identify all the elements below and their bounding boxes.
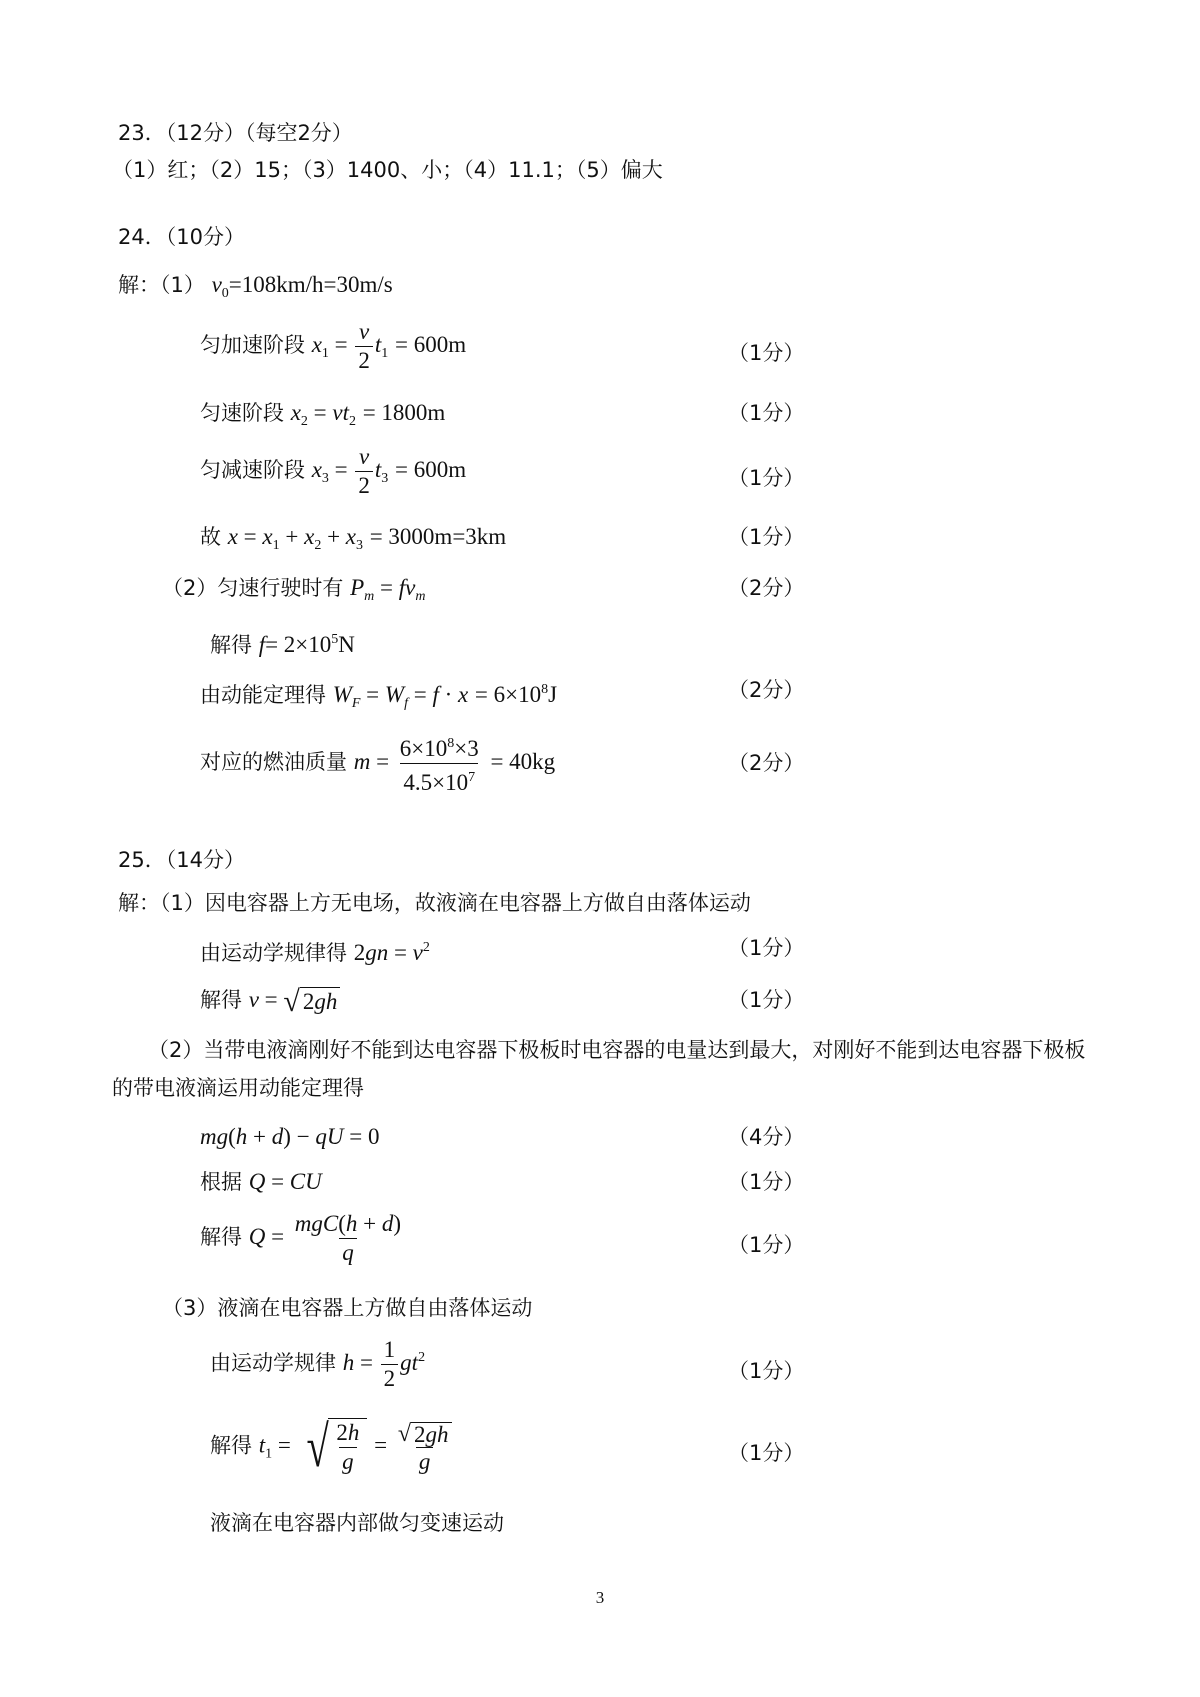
q25-part2a: （2）当带电液滴刚好不能到达电容器下极板时电容器的电量达到最大，对刚好不能到达电容器下极板	[148, 1038, 1086, 1062]
score: （1分）	[728, 525, 805, 549]
q24-line-x1: 匀加速阶段 $x_1$ = $\frac{v}{2}$ $t_1 = 600m$	[200, 319, 467, 373]
fraction: $\frac{v}{2}$	[355, 318, 373, 375]
score: （2分）	[728, 678, 805, 702]
q25-part2b: 的带电液滴运用动能定理得	[112, 1076, 364, 1100]
score: （2分）	[728, 576, 805, 600]
score: （1分）	[728, 1170, 805, 1194]
score: （1分）	[728, 1233, 805, 1257]
fraction: $\frac{1}{2}$	[381, 1336, 399, 1393]
score: （1分）	[728, 341, 805, 365]
q24-line-m: 对应的燃油质量 m = $\frac{6\times 10^8\times 3}{4.5\times 10^7}$ = 40kg	[200, 730, 555, 797]
q25-line-h: 由运动学规律 h = $\frac{1}{2}$ $gt^2$	[210, 1337, 426, 1391]
page-number: 3	[595, 1588, 605, 1607]
sqrt: √ $\frac{2h}{g}$	[297, 1418, 368, 1476]
q25-header: 25．（14分）	[118, 848, 245, 872]
q24-line-x3: 匀减速阶段 $x_3$ = $\frac{v}{2}$ $t_3 = 600m$	[200, 444, 467, 498]
fraction: $\frac{\text{mgC(h + d)}}{q}$	[294, 1211, 402, 1265]
q25-part1: 解：（1）因电容器上方无电场，故液滴在电容器上方做自由落体运动	[118, 891, 751, 915]
fraction: √ 2gh g	[395, 1418, 455, 1475]
score: （1分）	[728, 401, 805, 425]
q24-line-w: 由动能定理得 $W_F = W_f = f \cdot x = 6\times 10^8J$	[200, 682, 558, 711]
score: （1分）	[728, 1359, 805, 1383]
q25-line-v: 解得 v = √ 2gh	[200, 985, 340, 1017]
q24-line-x: 故 $x = x_1 + x_2 + x_3 = 3000m=3km$	[200, 524, 507, 553]
score: （1分）	[728, 936, 805, 960]
q25-part3: （3）液滴在电容器上方做自由落体运动	[162, 1296, 533, 1320]
q25-line-kinematic: 由运动学规律得 $2gn = v^2$	[200, 940, 430, 965]
q24-line-f: 解得 $f= 2\times 10^5N$	[210, 632, 355, 657]
q24-line-x2: 匀速阶段 $x_2 = vt_2 = 1800m$	[200, 400, 446, 429]
score: （4分）	[728, 1125, 805, 1149]
q25-line-energy: mg(h + d) − qU = 0	[200, 1124, 380, 1149]
q23-header: 23．（12分）（每空2分）	[118, 121, 353, 145]
score: （1分）	[728, 466, 805, 490]
q24-line-pm: （2）匀速行驶时有 $P_m = fv_m$	[162, 575, 426, 604]
q23-answers: （1）红；（2）15；（3）1400、小；（4）11.1；（5）偏大	[112, 158, 663, 182]
q24-line-v0: 解：（1） $v_0=108km/h=30m/s$	[118, 272, 393, 301]
score: （1分）	[728, 1441, 805, 1465]
score: （1分）	[728, 988, 805, 1012]
q25-line-qcu: 根据 Q = CU	[200, 1169, 322, 1194]
score: （2分）	[728, 751, 805, 775]
q25-line-q: 解得 Q = $\frac{\text{mgC(h + d)}}{q}$	[200, 1210, 406, 1267]
q24-header: 24．（10分）	[118, 225, 245, 249]
sqrt: √ 2gh	[283, 987, 340, 1017]
q25-line-last: 液滴在电容器内部做匀变速运动	[210, 1511, 504, 1535]
q25-line-t1: 解得 $t_1$ = √ $\frac{2h}{g}$ = √ 2gh g	[210, 1418, 457, 1476]
fraction: $\frac{v}{2}$	[355, 443, 373, 500]
fraction: $\frac{6\times 10^8\times 3}{4.5\times 10^7}$	[399, 736, 479, 795]
